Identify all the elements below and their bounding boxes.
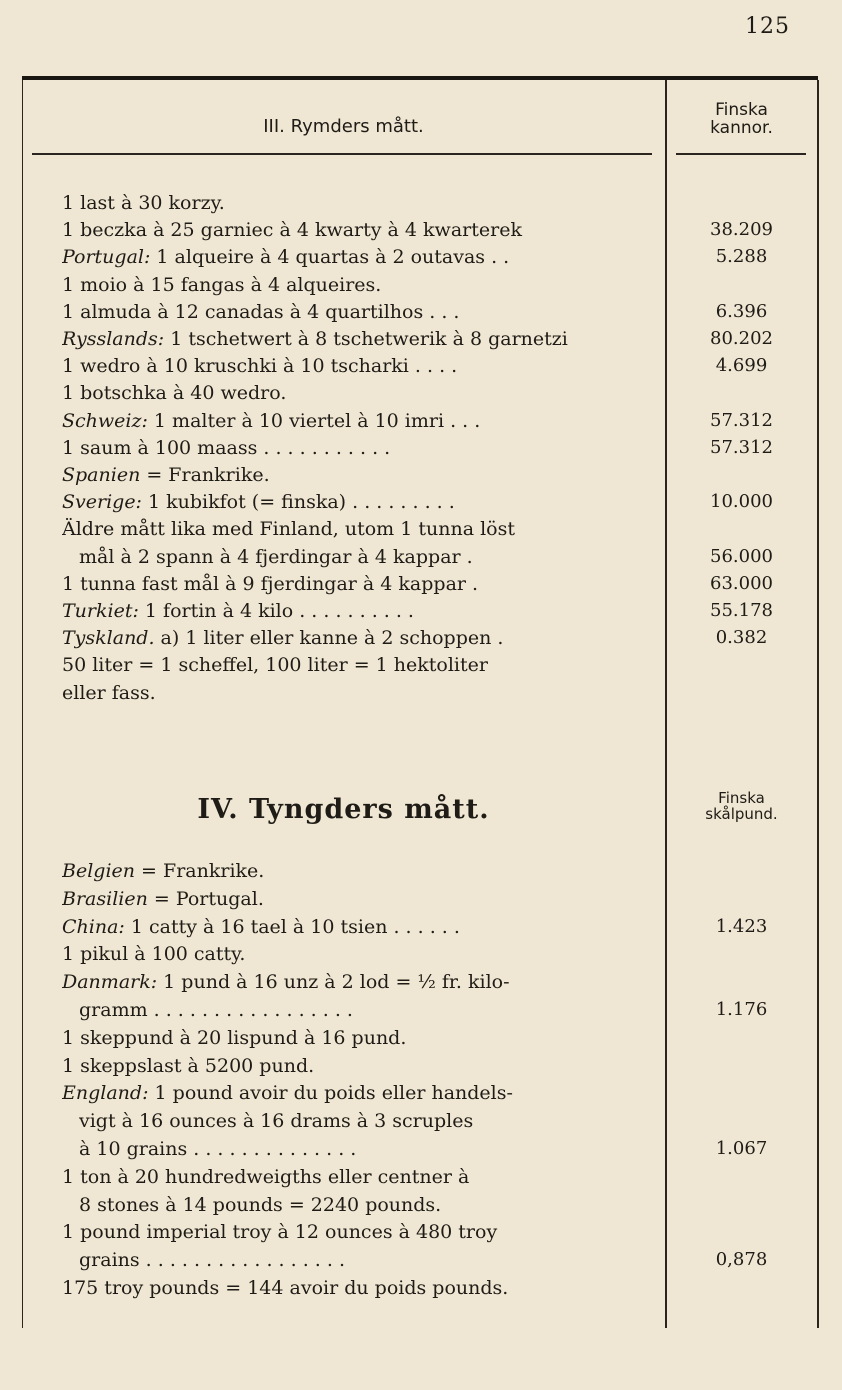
entry-line bbox=[79, 544, 652, 570]
entry-line bbox=[62, 598, 652, 624]
entry-value: 0,878 bbox=[715, 1249, 768, 1271]
country-label: Portugal: bbox=[62, 246, 151, 269]
entry-value: 63.000 bbox=[710, 572, 773, 594]
entry-line bbox=[79, 997, 652, 1023]
entry-line bbox=[62, 489, 652, 515]
entry-line bbox=[62, 914, 652, 940]
entry-value: 55.178 bbox=[710, 600, 773, 621]
entry-text: grains . . . . . . . . . . . . . . . . . bbox=[79, 1249, 345, 1272]
entry-line bbox=[62, 244, 652, 270]
country-label: Turkiet: bbox=[62, 600, 139, 622]
entry-text: 1 almuda à 12 canadas à 4 quartilhos . . . bbox=[62, 300, 460, 323]
entry-line bbox=[62, 353, 652, 379]
entry-text: a) 1 liter eller kanne à 2 schoppen . bbox=[154, 627, 504, 650]
entry-text: 1 beczka à 25 garniec à 4 kwarty à 4 kwarterek bbox=[62, 219, 522, 242]
entry-text: 1 wedro à 10 kruschki à 10 tscharki . . . . bbox=[62, 355, 458, 378]
entry-text: gramm . . . . . . . . . . . . . . . . . bbox=[79, 999, 353, 1021]
entry-line bbox=[62, 886, 652, 912]
entry-value: 57.312 bbox=[710, 409, 773, 431]
country-label: Danmark: bbox=[62, 971, 158, 994]
entry-text: 175 troy pounds = 144 avoir du poids pounds. bbox=[62, 1277, 509, 1299]
entry-value: 4.699 bbox=[715, 355, 768, 377]
section-4-title: IV. Tyngders mått. bbox=[197, 794, 490, 825]
entry-line bbox=[62, 1219, 652, 1245]
entry-line bbox=[62, 435, 652, 461]
section-4-unit-header bbox=[666, 791, 817, 823]
entry-line bbox=[79, 1247, 652, 1273]
entry-text: 1 pund à 16 unz à 2 lod = ½ fr. kilo- bbox=[157, 971, 510, 994]
unit-header-line-2: skålpund. bbox=[705, 804, 778, 823]
country-label: Spanien bbox=[62, 464, 141, 486]
entry-value: 1.176 bbox=[715, 999, 768, 1020]
entry-line bbox=[62, 408, 652, 434]
unit-header-line-1: Finska bbox=[718, 789, 765, 807]
entry-text: 1 botschka à 40 wedro. bbox=[62, 382, 287, 405]
entry-line bbox=[62, 326, 652, 352]
entry-line bbox=[62, 858, 652, 884]
entry-value: 38.209 bbox=[710, 219, 773, 241]
entry-text: 1 catty à 16 tael à 10 tsien . . . . . . bbox=[124, 915, 460, 938]
entry-line bbox=[62, 1164, 652, 1190]
entry-text: 1 fortin à 4 kilo . . . . . . . . . . bbox=[138, 600, 414, 622]
entry-text: 1 ton à 20 hundredweigths eller centner à bbox=[62, 1165, 470, 1188]
country-label: Schweiz: bbox=[62, 409, 148, 432]
entry-value: 1.423 bbox=[715, 915, 768, 937]
entry-text: 1 tunna fast mål à 9 fjerdingar à 4 kappar . bbox=[62, 572, 479, 595]
entry-value: 5.288 bbox=[715, 246, 768, 268]
entry-text: 1 saum à 100 maass . . . . . . . . . . . bbox=[62, 436, 391, 459]
country-label: Rysslands: bbox=[62, 328, 165, 350]
entry-text: 1 skeppund à 20 lispund à 16 pund. bbox=[62, 1026, 407, 1049]
entry-text: 1 alqueire à 4 quartas à 2 outavas . . bbox=[150, 246, 510, 269]
entry-text: mål à 2 spann à 4 fjerdingar à 4 kappar . bbox=[79, 545, 473, 568]
entry-text: vigt à 16 ounces à 16 drams à 3 scruples bbox=[79, 1110, 474, 1133]
entry-line bbox=[62, 272, 652, 298]
entry-line bbox=[62, 217, 652, 243]
entry-line bbox=[62, 571, 652, 597]
entry-line bbox=[79, 1192, 652, 1218]
entry-line bbox=[79, 1136, 652, 1162]
entry-value: 80.202 bbox=[710, 328, 773, 349]
entry-text: 1 pound avoir du poids eller handels- bbox=[148, 1082, 513, 1105]
entry-line bbox=[62, 969, 652, 995]
country-label: Tyskland. bbox=[62, 627, 155, 650]
entry-text: 1 tschetwert à 8 tschetwerik à 8 garnetzi bbox=[164, 328, 568, 350]
entry-line bbox=[62, 299, 652, 325]
entry-text: 50 liter = 1 scheffel, 100 liter = 1 hektoliter bbox=[62, 654, 488, 677]
entry-text: eller fass. bbox=[62, 681, 156, 704]
entry-value: 56.000 bbox=[710, 545, 773, 567]
entry-line bbox=[62, 1275, 652, 1301]
entry-text: = Portugal. bbox=[147, 887, 264, 910]
entry-line bbox=[62, 680, 652, 706]
entry-line bbox=[62, 1053, 652, 1079]
entry-value: 57.312 bbox=[710, 436, 773, 458]
entry-text: 1 last à 30 korzy. bbox=[62, 192, 225, 214]
entry-value: 0.382 bbox=[715, 627, 768, 649]
entry-text: 1 pikul à 100 catty. bbox=[62, 943, 246, 966]
header-rule-left bbox=[32, 153, 652, 155]
entry-line bbox=[79, 1108, 652, 1134]
entry-value: 1.067 bbox=[715, 1138, 768, 1159]
entry-text: 1 moio à 15 fangas à 4 alqueires. bbox=[62, 273, 382, 296]
entry-text: = Frankrike. bbox=[140, 464, 270, 486]
country-label: Sverige: bbox=[62, 491, 142, 514]
section-3-title: III. Rymders mått. bbox=[263, 116, 424, 137]
unit-header-line-2: kannor. bbox=[710, 117, 773, 138]
entry-line bbox=[62, 380, 652, 406]
country-label: Belgien bbox=[62, 860, 136, 882]
entry-text: = Frankrike. bbox=[135, 860, 265, 882]
entry-text: Äldre mått lika med Finland, utom 1 tunna löst bbox=[62, 518, 515, 541]
entry-line bbox=[62, 1080, 652, 1106]
entry-line bbox=[62, 652, 652, 678]
header-rule-right bbox=[676, 153, 806, 155]
page-number: 125 bbox=[745, 14, 790, 39]
entry-line bbox=[62, 516, 652, 542]
entry-text: 1 kubikfot (= finska) . . . . . . . . . bbox=[141, 491, 455, 514]
entry-line bbox=[62, 462, 652, 488]
entry-value: 10.000 bbox=[710, 491, 773, 513]
entry-text: 1 skeppslast à 5200 pund. bbox=[62, 1054, 315, 1077]
entry-text: 1 pound imperial troy à 12 ounces à 480 troy bbox=[62, 1221, 498, 1244]
entry-text: à 10 grains . . . . . . . . . . . . . . bbox=[79, 1138, 357, 1160]
entry-value: 6.396 bbox=[715, 300, 768, 322]
table-right-edge bbox=[817, 80, 819, 1328]
unit-header-line-1: Finska bbox=[715, 100, 768, 120]
section-3-unit-header bbox=[666, 102, 817, 138]
country-label: England: bbox=[62, 1082, 149, 1105]
country-label: Brasilien bbox=[62, 887, 148, 910]
entry-line bbox=[62, 941, 652, 967]
entry-text: 8 stones à 14 pounds = 2240 pounds. bbox=[79, 1193, 442, 1216]
entry-line bbox=[62, 1025, 652, 1051]
country-label: China: bbox=[62, 915, 125, 938]
entry-line bbox=[62, 190, 652, 216]
entry-text: 1 malter à 10 viertel à 10 imri . . . bbox=[147, 409, 481, 432]
entry-line bbox=[62, 625, 652, 651]
